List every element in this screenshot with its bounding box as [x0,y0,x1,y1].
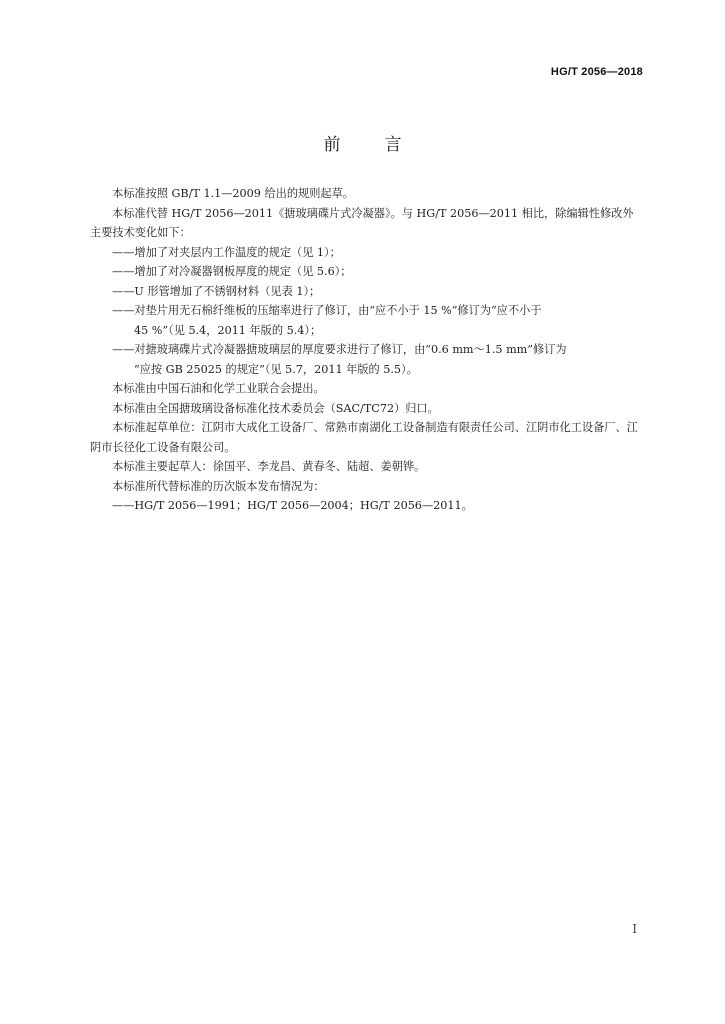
change-item-text: ——对垫片用无石棉纤维板的压缩率进行了修订，由“应不小于 15 %”修订为“应不小于 [112,304,542,317]
change-item-text: ——增加了对冷凝器钢板厚度的规定（见 5.6）； [112,265,352,278]
change-item-text: ——增加了对夹层内工作温度的规定（见 1）； [112,245,341,259]
document-code: HG/T 2056—2018 [550,66,643,78]
change-item [90,243,640,263]
paragraph-history-intro: 本标准所代替标准的历次版本发布情况为： [112,479,325,493]
change-item [90,262,640,282]
change-item [90,301,640,340]
change-item-continuation: “应按 GB 25025 的规定”（见 5.7，2011 年版的 5.5）。 [134,362,418,376]
paragraph-drafting-rules: 本标准按照 GB/T 1.1—2009 给出的规则起草。 [112,187,354,200]
paragraph-replacement: 本标准代替 HG/T 2056—2011《搪玻璃碟片式冷凝器》。与 HG/T 2056—2011 相比，除编辑性修改外主要技术变化如下： [90,206,634,239]
change-item [90,340,640,379]
change-item-continuation: 45 %”（见 5.4，2011 年版的 5.4）； [134,323,322,337]
paragraph-drafting-units: 本标准起草单位：江阴市大成化工设备厂、常熟市南湖化工设备制造有限责任公司、江阴市化工设备厂、江阴市长径化工设备有限公司。 [90,421,638,454]
change-item [90,282,640,302]
paragraph-history-list: ——HG/T 2056—1991；HG/T 2056—2004；HG/T 2056—2011。 [112,499,473,512]
page-number: I [632,922,637,936]
change-item-text: ——对搪玻璃碟片式冷凝器搪玻璃层的厚度要求进行了修订，由“0.6 mm～1.5 mm”修订为 [112,343,567,356]
paragraph-committee: 本标准由全国搪玻璃设备标准化技术委员会（SAC/TC72）归口。 [112,401,439,415]
paragraph-drafters: 本标准主要起草人：徐国平、李龙昌、黄春冬、陆超、姜朝铧。 [112,460,426,473]
foreword-body [90,184,640,516]
paragraph-proposer: 本标准由中国石油和化学工业联合会提出。 [112,382,325,395]
page-title: 前言 [323,135,446,155]
change-item-text: ——U 形管增加了不锈钢材料（见表 1）； [112,284,321,298]
